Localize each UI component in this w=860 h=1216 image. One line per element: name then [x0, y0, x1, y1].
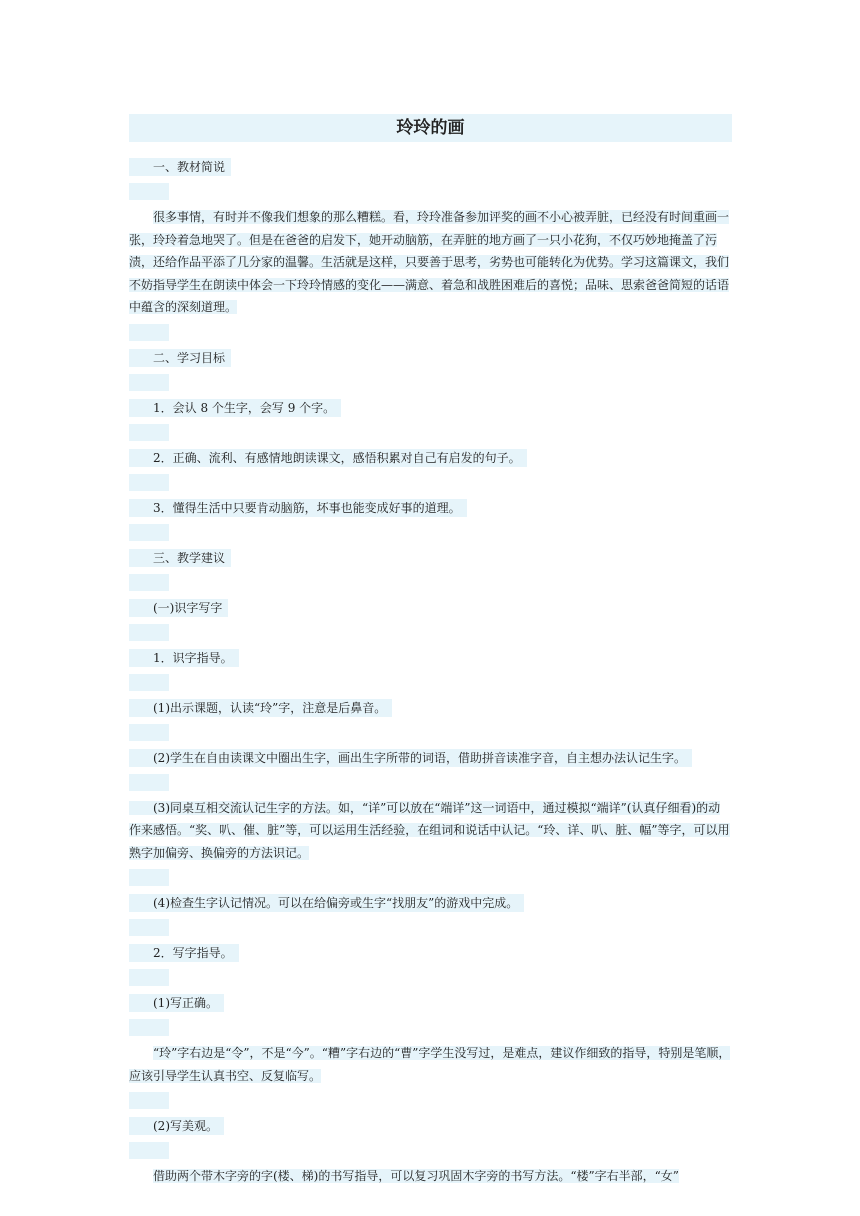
spacer: [129, 724, 169, 741]
spacer: [129, 919, 169, 936]
list-item-text: 3．懂得生活中只要肯动脑筋，坏事也能变成好事的道理。: [129, 499, 467, 517]
list-item-text: (1)写正确。: [129, 994, 224, 1012]
list-item-text: 1．识字指导。: [129, 649, 239, 667]
spacer: [129, 183, 169, 200]
list-item: [129, 397, 732, 419]
spacer: [129, 969, 169, 986]
paragraph-text: 很多事情，有时并不像我们想象的那么糟糕。看，玲玲准备参加评奖的画不小心被弄脏，已经没有时间重画一张，玲玲着急地哭了。但是在爸爸的启发下，她开动脑筋，在弄脏的地方画了一只小花狗，不仅巧妙地掩盖了污渍，还给作品平添了几分家的温馨。生活就是这样，只要善于思考，劣势也可能转化为优势。学习这篇课文，我们不妨指导学生在朗读中体会一下玲玲情感的变化——满意、着急和战胜困难后的喜悦；品味、思索爸爸简短的话语中蕴含的深刻道理。: [129, 210, 730, 314]
spacer: [129, 1019, 169, 1036]
spacer: [129, 374, 169, 391]
spacer: [129, 424, 169, 441]
list-item: [129, 1115, 732, 1137]
list-item: [129, 992, 732, 1014]
list-item-text: (1)出示课题，认读“玲”字，注意是后鼻音。: [129, 699, 392, 717]
list-item-text: 2．写字指导。: [129, 944, 239, 962]
section-heading: [129, 347, 732, 369]
paragraph: [129, 1165, 732, 1188]
list-item: [129, 447, 732, 469]
paragraph-text: 借助两个带木字旁的字(楼、梯)的书写指导，可以复习巩固木字旁的书写方法。“楼”字右半部，“女”: [153, 1169, 679, 1183]
spacer: [129, 624, 169, 641]
paragraph-text: “玲”字右边是“令”，不是“今”。“糟”字右边的“曹”字学生没写过，是难点，建议作细致的指导，特别是笔顺，应该引导学生认真书空、反复临写。: [129, 1046, 731, 1083]
paragraph-text: (3)同桌互相交流认记生字的方法。如，“详”可以放在“端详”这一词语中，通过模拟“端详”(认真仔细看)的动作来感悟。“奖、叭、催、脏”等，可以运用生活经验，在组词和说话中认记。“玲、详、叭、脏、幅”等字，可以用熟字加偏旁、换偏旁的方法识记。: [129, 800, 730, 860]
list-item: [129, 697, 732, 719]
paragraph: [129, 206, 732, 319]
spacer: [129, 1092, 169, 1109]
list-item: [129, 942, 732, 964]
section-heading: [129, 156, 732, 178]
list-item-text: 1．会认 8 个生字，会写 9 个字。: [129, 399, 341, 417]
list-item: [129, 647, 732, 669]
list-item-text: (2)写美观。: [129, 1117, 224, 1135]
list-item: [129, 497, 732, 519]
spacer: [129, 674, 169, 691]
spacer: [129, 1142, 169, 1159]
list-item: [129, 892, 732, 914]
document-page: [129, 114, 732, 1188]
spacer: [129, 324, 169, 341]
list-item-text: 2．正确、流利、有感情地朗读课文，感悟积累对自己有启发的句子。: [129, 449, 527, 467]
list-item-text: (4)检查生字认记情况。可以在给偏旁或生字“找朋友”的游戏中完成。: [129, 894, 524, 912]
paragraph: [129, 1042, 732, 1087]
document-title: 玲玲的画: [129, 114, 732, 142]
paragraph: [129, 797, 732, 865]
subsection-heading: [129, 597, 732, 619]
subsection-heading-text: (一)识字写字: [129, 599, 228, 617]
section-heading: [129, 547, 732, 569]
list-item: [129, 747, 732, 769]
section-heading-text: 一、教材简说: [129, 158, 231, 176]
section-heading-text: 三、教学建议: [129, 549, 231, 567]
spacer: [129, 869, 169, 886]
list-item-text: (2)学生在自由读课文中圈出生字，画出生字所带的词语，借助拼音读准字音，自主想办法认记生字。: [129, 749, 692, 767]
spacer: [129, 474, 169, 491]
section-heading-text: 二、学习目标: [129, 349, 231, 367]
spacer: [129, 524, 169, 541]
spacer: [129, 574, 169, 591]
spacer: [129, 774, 169, 791]
